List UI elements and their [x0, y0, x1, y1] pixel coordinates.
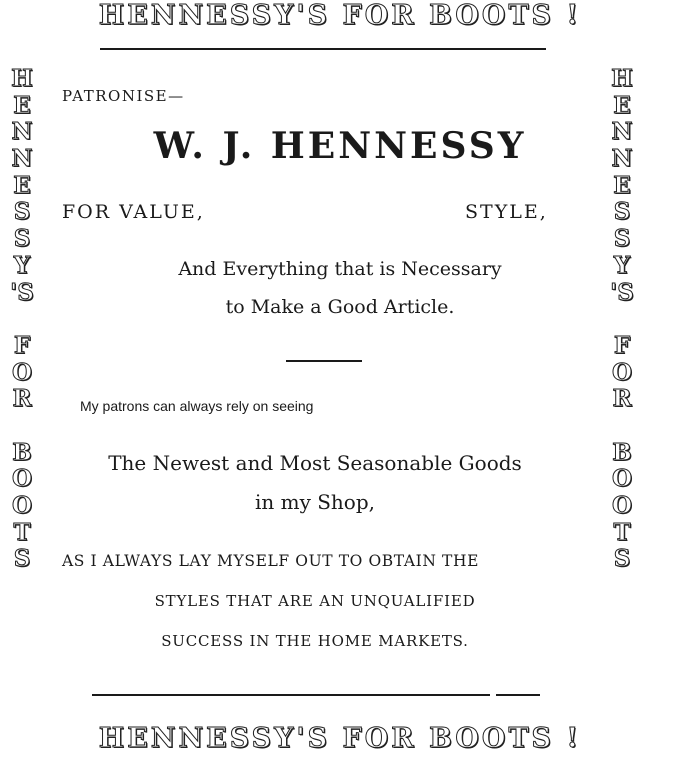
newest-goods-text: The Newest and Most Seasonable Goods — [108, 451, 522, 475]
side-letter: Y — [613, 251, 631, 279]
side-letter: E — [613, 91, 631, 119]
good-article-text: to Make a Good Article. — [225, 296, 455, 318]
center-divider — [286, 360, 362, 362]
in-shop-text: in my Shop, — [254, 490, 376, 514]
side-letter: T — [613, 518, 631, 546]
everything-necessary-text: And Everything that is Necessary — [178, 258, 502, 280]
side-letter: E — [613, 171, 631, 199]
side-letter: T — [13, 518, 31, 546]
unqualified-styles-text: STYLES THAT ARE AN UNQUALIFIED — [154, 592, 476, 610]
side-letter: S — [613, 198, 631, 226]
style-text: STYLE, — [465, 201, 548, 223]
side-letter: N — [11, 118, 33, 146]
side-letter: O — [611, 465, 633, 493]
side-letter: N — [611, 118, 633, 146]
side-letter: R — [612, 385, 632, 413]
bottom-banner: HENNESSY'S FOR BOOTS ! — [98, 723, 582, 754]
side-letter: O — [611, 492, 633, 519]
side-letter: 'S — [610, 278, 634, 306]
patronise-label: PATRONISE— — [62, 87, 185, 105]
patrons-rely-text: My patrons can always rely on seeing — [80, 398, 314, 414]
side-letter: N — [11, 145, 33, 173]
side-letter: B — [612, 438, 632, 466]
side-letter: R — [12, 385, 32, 413]
side-letter: H — [11, 65, 33, 92]
side-letter: H — [611, 65, 633, 92]
side-letter: B — [12, 438, 32, 466]
side-letter: O — [11, 465, 33, 493]
home-markets-text: SUCCESS IN THE HOME MARKETS. — [161, 632, 469, 650]
side-letter: S — [613, 545, 631, 573]
side-letter: S — [13, 198, 31, 226]
side-letter: Y — [13, 251, 31, 279]
side-letter: F — [13, 331, 31, 359]
side-letter: E — [13, 91, 31, 119]
side-letter: O — [11, 492, 33, 519]
bottom-divider-right — [496, 694, 540, 696]
merchant-name: W. J. HENNESSY — [153, 125, 527, 167]
lay-myself-out-text: AS I ALWAYS LAY MYSELF OUT TO OBTAIN THE — [62, 552, 480, 570]
side-letter: S — [13, 225, 31, 253]
top-divider — [100, 48, 546, 50]
side-letter: 'S — [10, 278, 34, 306]
side-letter: O — [11, 358, 33, 386]
side-letter: F — [613, 331, 631, 359]
top-banner: HENNESSY'S FOR BOOTS ! — [98, 0, 582, 31]
for-value-text: FOR VALUE, — [62, 201, 205, 223]
side-letter: O — [611, 358, 633, 386]
side-letter: S — [613, 225, 631, 253]
side-letter: E — [13, 171, 31, 199]
bottom-divider-left — [92, 694, 490, 696]
side-letter: N — [611, 145, 633, 173]
side-letter: S — [13, 545, 31, 573]
